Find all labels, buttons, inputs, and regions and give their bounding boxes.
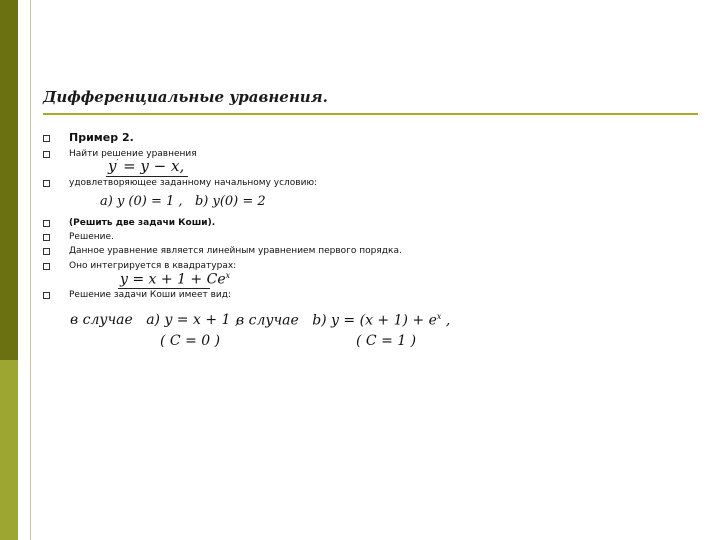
condition-text: удовлетворяющее заданному начальному условию: <box>69 178 318 188</box>
bullet-marker <box>43 180 50 187</box>
case-a-expr: a) y = x + 1 , <box>146 312 240 328</box>
quadrature-note: Оно интегрируется в квадратурах: <box>69 261 237 271</box>
example-heading: Пример 2. <box>69 131 134 144</box>
case-b-label: в случае <box>236 312 299 329</box>
bullet-marker <box>43 292 50 299</box>
case-b-constant: ( C = 1 ) <box>356 333 417 349</box>
equation-rhs: = y − x, <box>123 157 185 175</box>
general-solution: y = x + 1 + Ce <box>120 271 226 288</box>
equation-formula <box>108 157 184 175</box>
condition-b: b) y(0) = 2 <box>194 194 266 209</box>
slide-title: Дифференциальные уравнения. <box>43 88 328 106</box>
conditions-formula <box>100 194 266 209</box>
equation-lhs: y <box>108 157 117 175</box>
bullet-marker <box>43 234 50 241</box>
case-a-label: в случае <box>70 312 133 328</box>
condition-a: a) y (0) = 1 , <box>100 194 183 209</box>
title-rule <box>43 113 698 115</box>
case-b-formula <box>236 312 450 329</box>
bullet-marker <box>43 151 50 158</box>
case-b-expr: b) y = (x + 1) + e <box>312 312 437 329</box>
case-a-formula <box>70 312 239 328</box>
cauchy-note: (Решить две задачи Коши). <box>69 218 216 228</box>
general-solution-formula <box>120 271 230 288</box>
formula-underline <box>106 176 188 177</box>
bullet-marker <box>43 220 50 227</box>
formula-underline <box>118 288 210 289</box>
solution-label: Решение. <box>69 232 114 242</box>
case-b-tail: , <box>441 312 451 329</box>
cauchy-solution-text: Решение задачи Коши имеет вид: <box>69 290 231 300</box>
equation-prime: ′ <box>116 158 119 167</box>
linear-note: Данное уравнение является линейным уравнением первого порядка. <box>69 246 402 256</box>
task-text: Найти решение уравнения <box>69 149 197 159</box>
case-a-constant: ( C = 0 ) <box>160 333 221 349</box>
bullet-marker <box>43 248 50 255</box>
side-divider <box>30 0 31 540</box>
bullet-marker <box>43 263 50 270</box>
case-b-exp: x <box>436 312 442 321</box>
bullet-marker <box>43 135 50 142</box>
side-bar-light <box>0 360 18 540</box>
side-bar-dark <box>0 0 18 360</box>
general-exp: x <box>225 271 231 280</box>
